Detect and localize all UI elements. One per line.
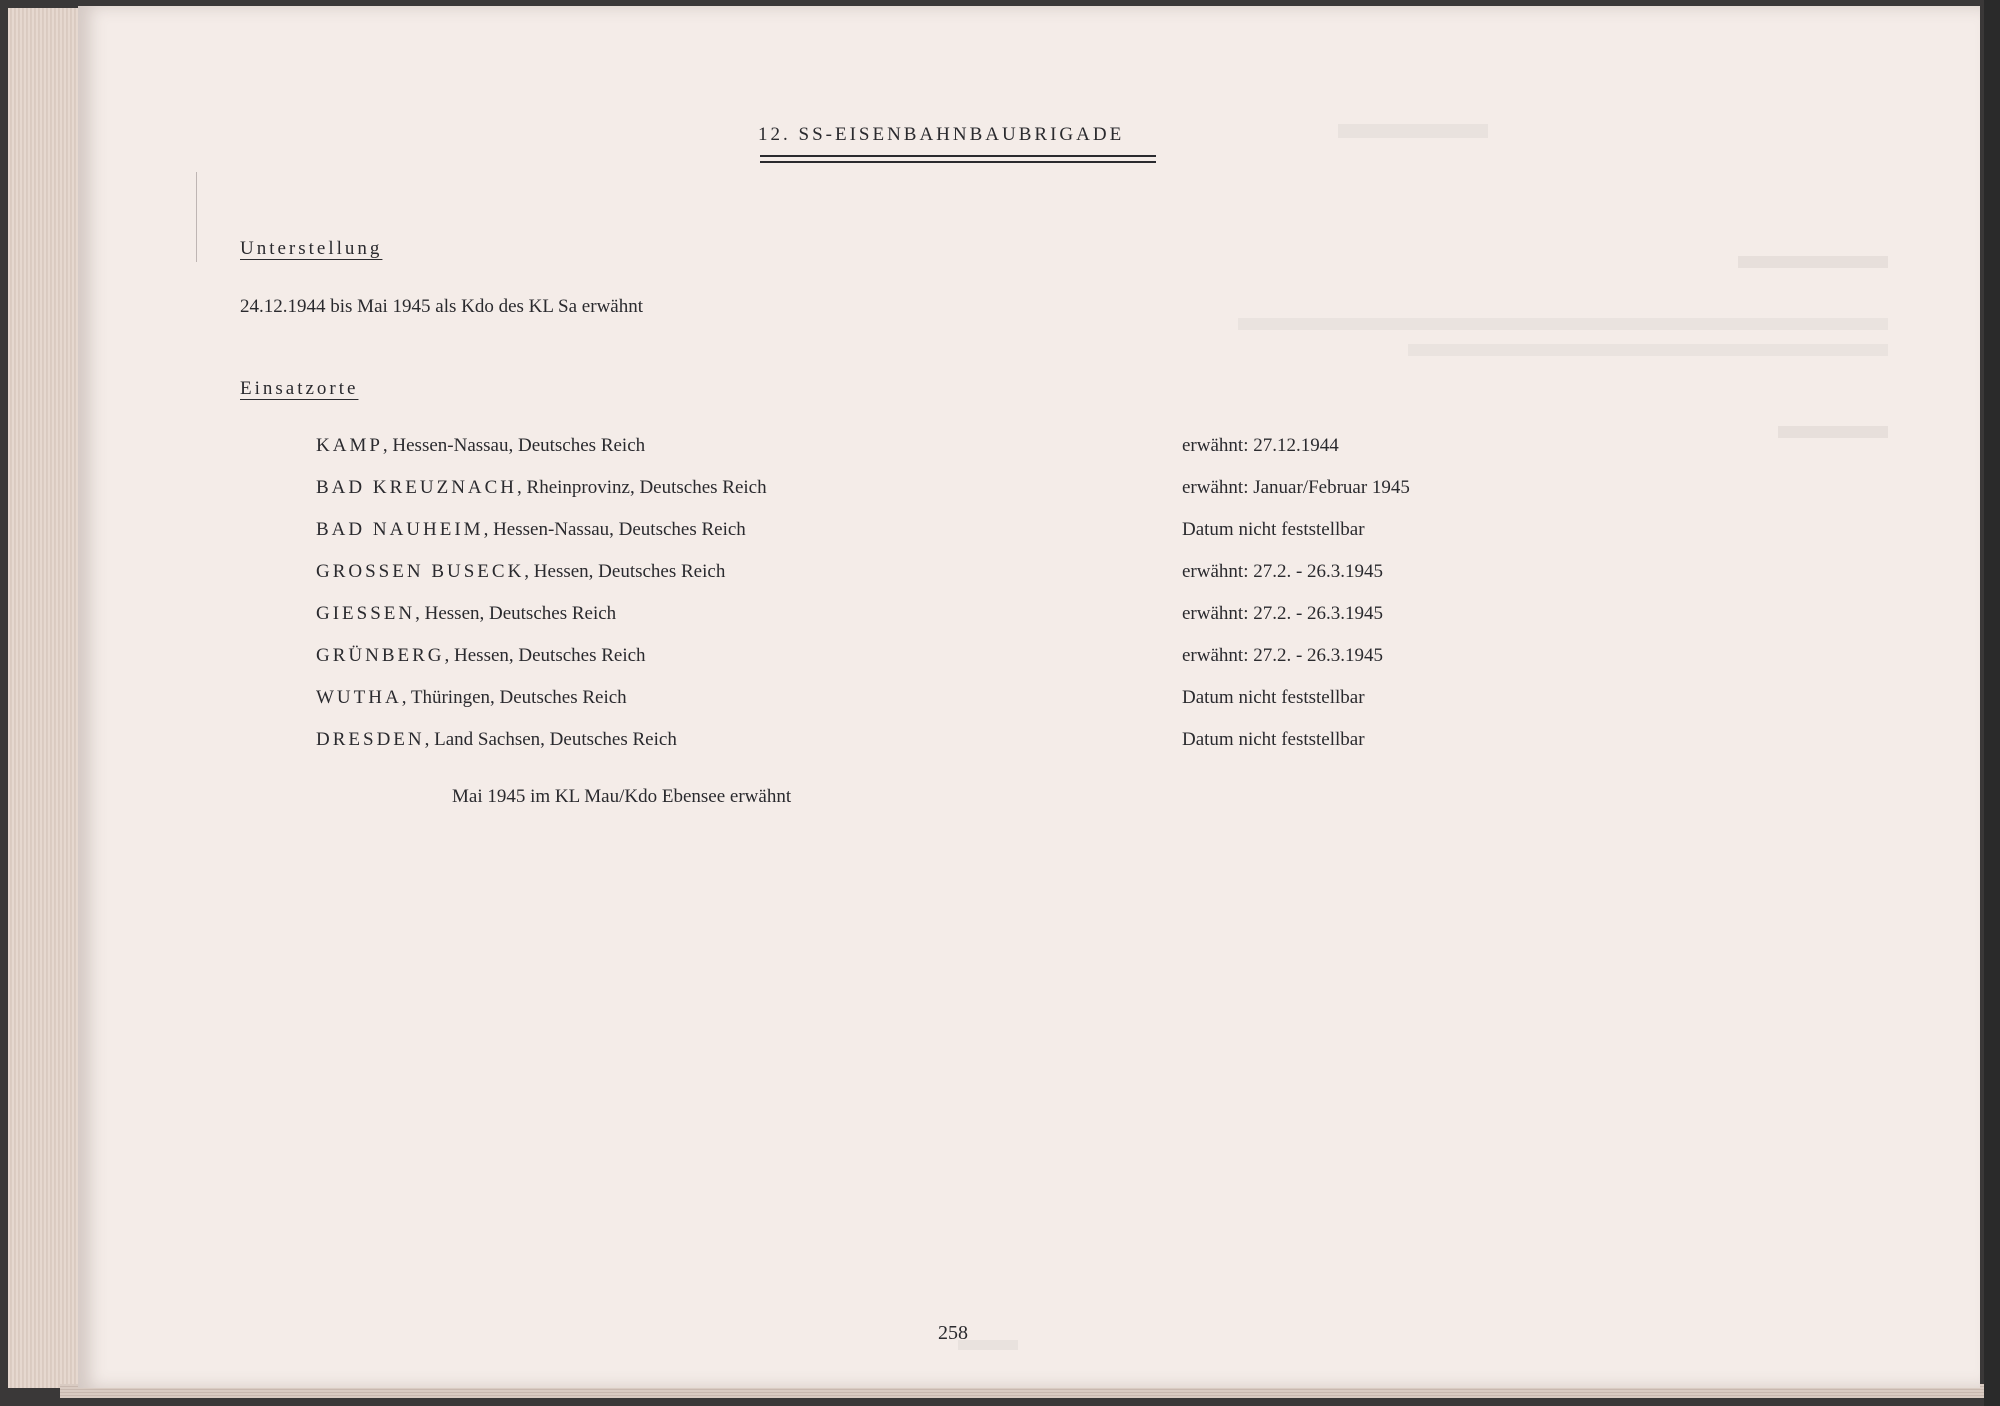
page-number: 258 xyxy=(938,1322,968,1344)
place-date: Datum nicht feststellbar xyxy=(1182,729,1365,750)
place-location: , Hessen, Deutsches Reich xyxy=(444,645,646,666)
place-location: , Land Sachsen, Deutsches Reich xyxy=(424,729,677,750)
page-title: 12. SS-EISENBAHNBAUBRIGADE xyxy=(758,124,1125,145)
place-location: , Hessen-Nassau, Deutsches Reich xyxy=(382,435,646,456)
place-name: BAD KREUZNACH xyxy=(316,477,518,498)
show-through-mark xyxy=(1738,256,1888,268)
place-name: BAD NAUHEIM xyxy=(316,519,484,540)
list-item xyxy=(316,561,1516,591)
list-item xyxy=(316,477,1516,507)
place-location: , Thüringen, Deutsches Reich xyxy=(401,687,627,708)
show-through-mark xyxy=(1338,124,1488,138)
document-page xyxy=(78,6,1980,1388)
place-date: Datum nicht feststellbar xyxy=(1182,687,1365,708)
section-heading-einsatzorte: Einsatzorte xyxy=(240,378,359,399)
margin-mark xyxy=(196,172,197,262)
scanner-edge xyxy=(1984,0,2000,1406)
einsatzorte-note: Mai 1945 im KL Mau/Kdo Ebensee erwähnt xyxy=(452,786,792,807)
list-item xyxy=(316,603,1516,633)
list-item xyxy=(316,729,1516,759)
place-location: , Hessen, Deutsches Reich xyxy=(524,561,726,582)
list-item xyxy=(316,645,1516,675)
place-location: , Hessen, Deutsches Reich xyxy=(415,603,617,624)
show-through-mark xyxy=(1408,344,1888,356)
place-date: Datum nicht feststellbar xyxy=(1182,519,1365,540)
place-name: GROSSEN BUSECK xyxy=(316,561,525,582)
title-underline xyxy=(760,155,1156,157)
place-name: DRESDEN xyxy=(316,729,425,750)
place-name: KAMP xyxy=(316,435,383,456)
list-item xyxy=(316,435,1516,465)
unterstellung-text: 24.12.1944 bis Mai 1945 als Kdo des KL Sa erwähnt xyxy=(240,296,643,317)
place-location: , Hessen-Nassau, Deutsches Reich xyxy=(483,519,746,540)
place-date: erwähnt: Januar/Februar 1945 xyxy=(1182,477,1410,498)
show-through-mark xyxy=(1238,318,1888,330)
list-item xyxy=(316,687,1516,717)
place-name: GIESSEN xyxy=(316,603,416,624)
section-heading-unterstellung: Unterstellung xyxy=(240,238,383,259)
place-date: erwähnt: 27.2. - 26.3.1945 xyxy=(1182,603,1384,624)
page-stack-edge xyxy=(8,8,86,1388)
list-item xyxy=(316,519,1516,549)
place-date: erwähnt: 27.2. - 26.3.1945 xyxy=(1182,561,1384,582)
place-location: , Rheinprovinz, Deutsches Reich xyxy=(517,477,767,498)
show-through-mark xyxy=(1778,426,1888,438)
place-date: erwähnt: 27.2. - 26.3.1945 xyxy=(1182,645,1384,666)
place-name: WUTHA xyxy=(316,687,402,708)
title-double-underline xyxy=(760,161,1156,163)
place-date: erwähnt: 27.12.1944 xyxy=(1182,435,1339,456)
place-name: GRÜNBERG xyxy=(316,645,445,666)
